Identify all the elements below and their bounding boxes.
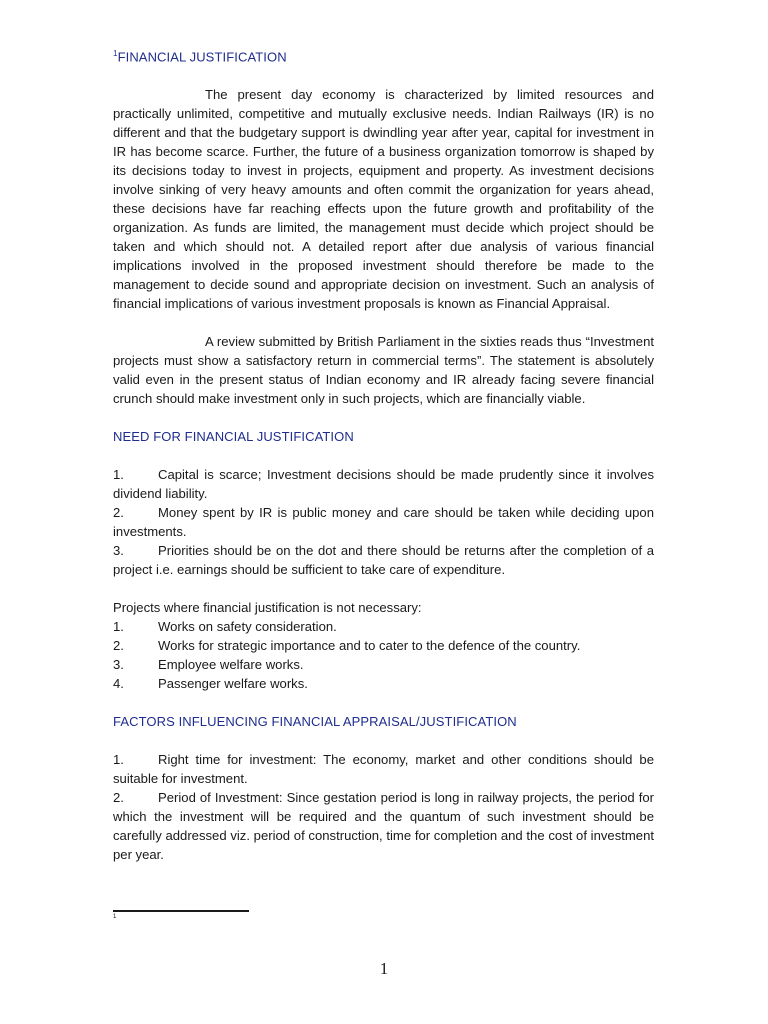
list-item-text: Employee welfare works. — [158, 657, 304, 673]
intro-paragraph-1: The present day economy is characterized by limited resources and practically unlimited, competitive and mutually exclusive needs. Indian Railways (IR) is no different and that the budgetary support is dwindling year after year, capital for investment in IR has become scarce. Further, the future of a business organization tomorrow is shaped by its decisions today to invest in projects, equipment and property. As investment decisions involve sinking of very heavy amounts and often commit the organization for years ahead, these decisions have far reaching effects upon the future growth and profitability of the organization. As funds are limited, the management must decide which project should be taken and which should not. A detailed report after due analysis of various financial implications involved in the proposed investment should therefore be made to the management to decide sound and appropriate decision on investment. Such an analysis of financial implications of various investment proposals is known as Financial Appraisal. — [113, 87, 654, 312]
list-item-text: Passenger welfare works. — [158, 676, 308, 692]
intro-paragraph-2: A review submitted by British Parliament in the sixties reads thus “Investment projects must show a satisfactory return in commercial terms”. The statement is absolutely valid even in the present status of Indian economy and IR already facing severe financial crunch should make investment only in such projects, which are financially viable. — [113, 334, 654, 407]
list-item-text: Money spent by IR is public money and care should be taken while deciding upon investments. — [113, 505, 654, 540]
list-item — [113, 636, 654, 655]
list-item-number: 1. — [113, 467, 124, 483]
need-section-heading: NEED FOR FINANCIAL JUSTIFICATION — [113, 429, 354, 445]
list-item-text: Right time for investment: The economy, market and other conditions should be suitable for investment. — [113, 752, 654, 787]
list-item-text: Period of Investment: Since gestation period is long in railway projects, the period for which the investment will be required and the quantum of such investment should be carefully addressed viz. period of construction, time for completion and the cost of investment per year. — [113, 790, 654, 863]
page-title-text: FINANCIAL JUSTIFICATION — [117, 49, 287, 65]
footnote-separator — [113, 910, 249, 912]
list-item — [113, 655, 654, 674]
list-item-text: Works for strategic importance and to cater to the defence of the country. — [158, 638, 581, 654]
list-item-number: 1. — [113, 619, 124, 635]
footnote-mark: 1 — [113, 914, 117, 920]
list-item — [113, 617, 654, 636]
list-item-number: 2. — [113, 790, 124, 806]
not-necessary-intro: Projects where financial justification is not necessary: — [113, 600, 422, 616]
need-list — [113, 465, 654, 579]
list-item-number: 2. — [113, 638, 124, 654]
list-item-number: 3. — [113, 657, 124, 673]
list-item — [113, 750, 654, 788]
list-item-text: Works on safety consideration. — [158, 619, 337, 635]
list-item-number: 4. — [113, 676, 124, 692]
page-title — [113, 44, 654, 66]
list-item — [113, 541, 654, 579]
factors-section-heading: FACTORS INFLUENCING FINANCIAL APPRAISAL/JUSTIFICATION — [113, 714, 517, 730]
list-item — [113, 465, 654, 503]
list-item-text: Capital is scarce; Investment decisions should be made prudently since it involves dividend liability. — [113, 467, 654, 502]
factors-list — [113, 750, 654, 864]
list-item — [113, 503, 654, 541]
page-content — [113, 44, 654, 864]
list-item — [113, 674, 654, 693]
list-item-number: 3. — [113, 543, 124, 559]
list-item-number: 1. — [113, 752, 124, 768]
footnote-reference: 1 — [113, 49, 118, 58]
page-number: 1 — [379, 959, 389, 978]
list-item-text: Priorities should be on the dot and there should be returns after the completion of a project i.e. earnings should be sufficient to take care of expenditure. — [113, 543, 654, 578]
list-item-number: 2. — [113, 505, 124, 521]
not-necessary-list — [113, 598, 654, 693]
list-item — [113, 788, 654, 864]
